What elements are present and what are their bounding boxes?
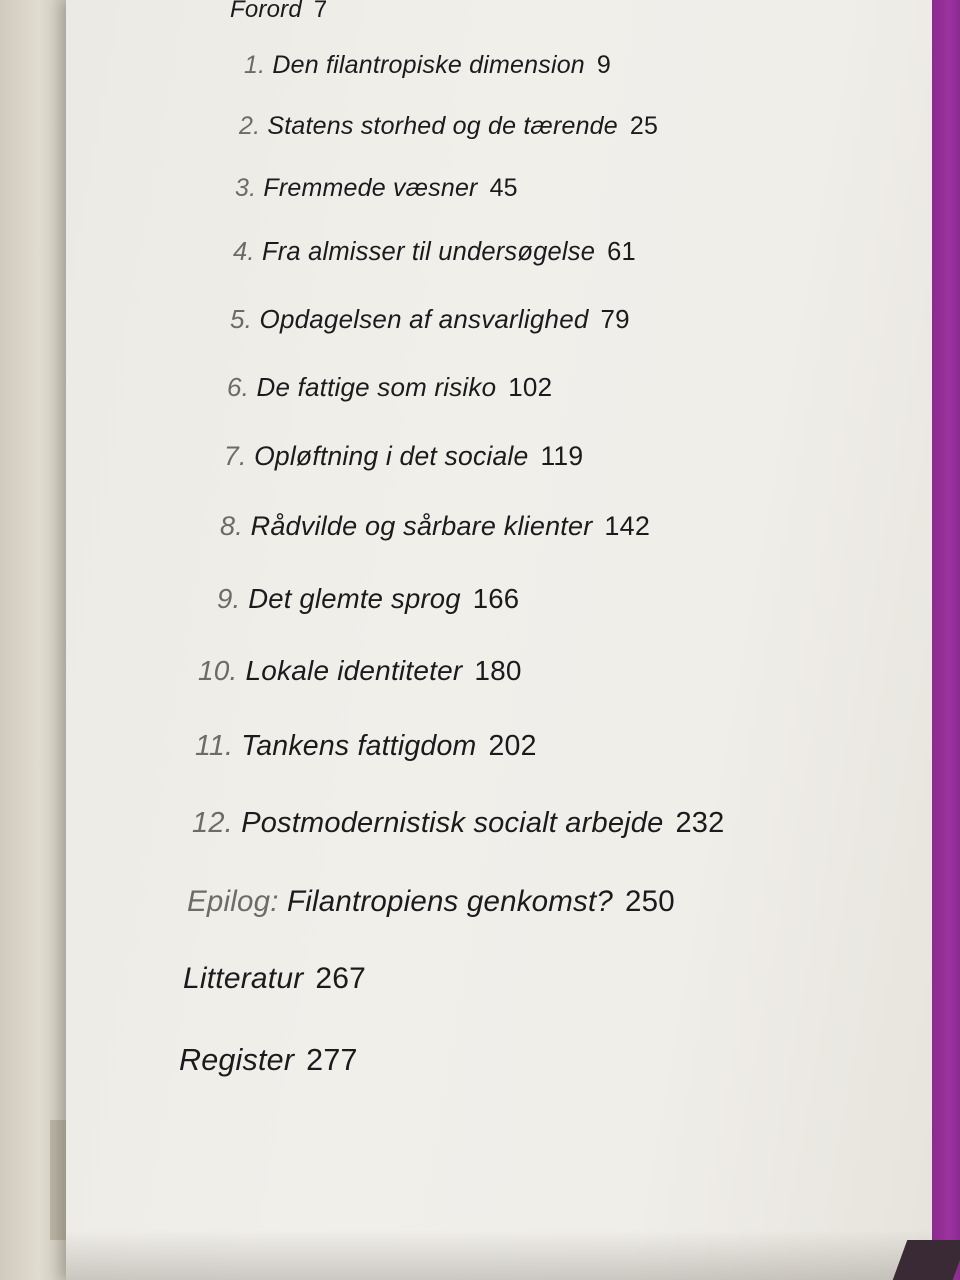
toc-entry-title: Det glemte sprog [248,583,461,614]
toc-entry-page: 25 [629,112,659,140]
toc-entry-page: 166 [472,583,520,614]
toc-entry-title: Forord [230,0,302,23]
toc-entry-chapter-5 [230,304,630,335]
toc-entry-title: Rådvilde og sårbare klienter [250,511,593,541]
toc-entry-chapter-8 [220,511,650,542]
toc-entry-number: 3. [235,174,257,202]
toc-entry-title: Fremmede væsner [263,174,478,202]
toc-entry-page: 102 [508,372,553,402]
toc-entry-page: 79 [600,304,630,334]
toc-entry-title: Fra almisser til undersøgelse [261,238,596,266]
toc-entry-page: 267 [315,962,367,995]
toc-entry-title: De fattige som risiko [256,372,497,402]
toc-entry-page: 45 [489,174,518,202]
toc-entry-number: 12. [192,807,233,839]
toc-entry-number: 5. [230,304,253,334]
toc-entry-chapter-6 [227,372,552,403]
toc-entry-chapter-10 [198,655,522,687]
toc-entry-forord [230,0,327,24]
toc-entry-chapter-1 [244,51,611,80]
toc-entry-title: Den filantropiske dimension [272,51,585,79]
toc-entry-title: Register [179,1043,295,1077]
toc-entry-number: 6. [227,372,250,402]
toc-entry-number: 2. [239,112,261,140]
toc-entry-register [179,1043,358,1078]
toc-entry-number: 7. [224,441,247,471]
toc-entry-epilog [187,885,675,919]
toc-entry-title: Statens storhed og de tærende [267,112,618,140]
toc-entry-chapter-4 [233,238,636,267]
toc-entry-chapter-7 [224,441,583,472]
toc-entry-litteratur [183,962,366,996]
toc-entry-chapter-11 [195,730,537,763]
toc-entry-page: 250 [625,885,675,918]
toc-entry-page: 277 [306,1043,358,1077]
toc-entry-page: 180 [474,655,522,686]
toc-entry-title: Lokale identiteter [245,655,463,686]
toc-entry-page: 202 [488,730,537,762]
toc-entry-title: Opløftning i det sociale [254,441,529,471]
toc-entry-number: 10. [198,655,238,686]
toc-entry-chapter-3 [235,174,518,203]
toc-entry-page: 232 [675,807,725,839]
toc-entry-page: 9 [596,51,612,79]
toc-entry-title: Tankens fattigdom [241,730,477,762]
toc-entry-chapter-9 [217,583,519,615]
toc-entry-number: 8. [220,511,243,541]
toc-entry-page: 142 [604,511,651,541]
toc-entry-page: 61 [607,238,636,266]
toc-entry-number: 9. [217,583,241,614]
toc-entry-page: 119 [540,441,584,471]
toc-entry-title: Filantropiens genkomst? [287,885,614,918]
toc-entry-title: Litteratur [183,962,304,995]
toc-entry-number: 4. [233,238,255,266]
toc-entry-title: Opdagelsen af ansvarlighed [259,304,589,334]
toc-entry-page: 7 [313,0,328,23]
toc-entry-number: 1. [244,51,266,79]
toc-entry-chapter-2 [239,112,658,141]
toc-entry-chapter-12 [192,807,724,840]
toc-entry-title: Postmodernistisk socialt arbejde [241,807,664,839]
toc-entry-number: 11. [195,730,234,762]
toc-entry-prefix: Epilog: [187,885,279,918]
